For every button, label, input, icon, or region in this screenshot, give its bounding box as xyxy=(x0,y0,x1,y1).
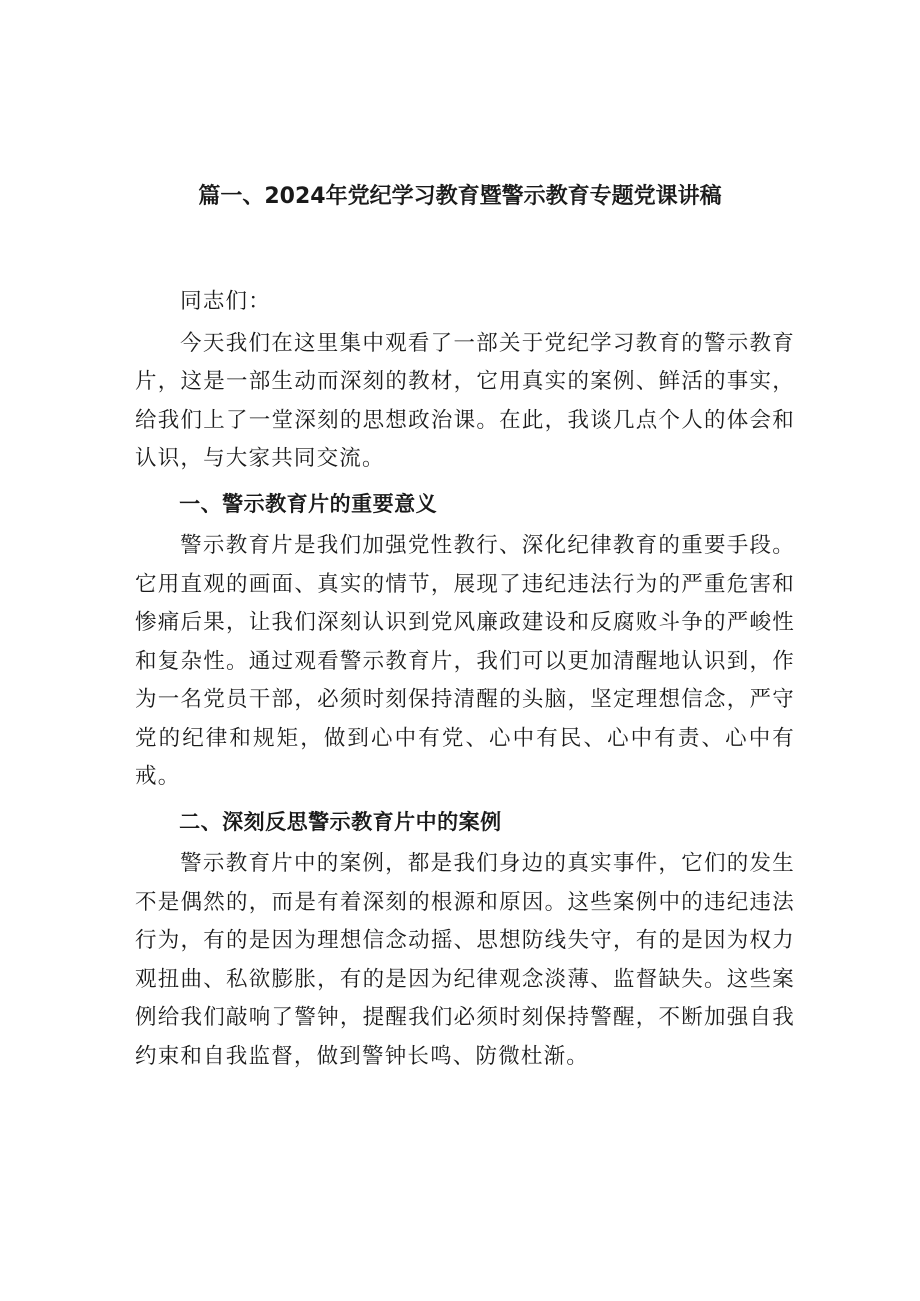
salutation: 同志们： xyxy=(180,289,271,314)
section-paragraph-1: 警示教育片是我们加强党性教行、深化纪律教育的重要手段。它用直观的画面、真实的情节，展现了违纪违法行为的严重危害和惨痛后果，让我们深刻认识到党风廉政建设和反腐败斗争的严峻性和复杂性。通过观看警示教育片，我们可以更加清醒地认识到，作为一名党员干部，必须时刻保持清醒的头脑，坚定理想信念，严守党的纪律和规矩，做到心中有党、心中有民、心中有责、心中有戒。 xyxy=(135,533,795,789)
intro-paragraph: 今天我们在这里集中观看了一部关于党纪学习教育的警示教育片，这是一部生动而深刻的教材，它用真实的案例、鲜活的事实，给我们上了一堂深刻的思想政治课。在此，我谈几点个人的体会和认识，与大家共同交流。 xyxy=(135,330,795,471)
section-paragraph-2: 警示教育片中的案例，都是我们身边的真实事件，它们的发生不是偶然的，而是有着深刻的根源和原因。这些案例中的违纪违法行为，有的是因为理想信念动摇、思想防线失守，有的是因为权力观扭曲、私欲膨胀，有的是因为纪律观念淡薄、监督缺失。这些案例给我们敲响了警钟，提醒我们必须时刻保持警醒，不断加强自我约束和自我监督，做到警钟长鸣、防微杜渐。 xyxy=(135,851,795,1069)
section-heading-2: 二、深刻反思警示教育片中的案例 xyxy=(179,809,502,834)
document-title: 篇一、2024年党纪学习教育暨警示教育专题党课讲稿 xyxy=(198,184,722,209)
section-heading-1: 一、警示教育片的重要意义 xyxy=(179,491,438,516)
document-body xyxy=(135,283,795,1076)
